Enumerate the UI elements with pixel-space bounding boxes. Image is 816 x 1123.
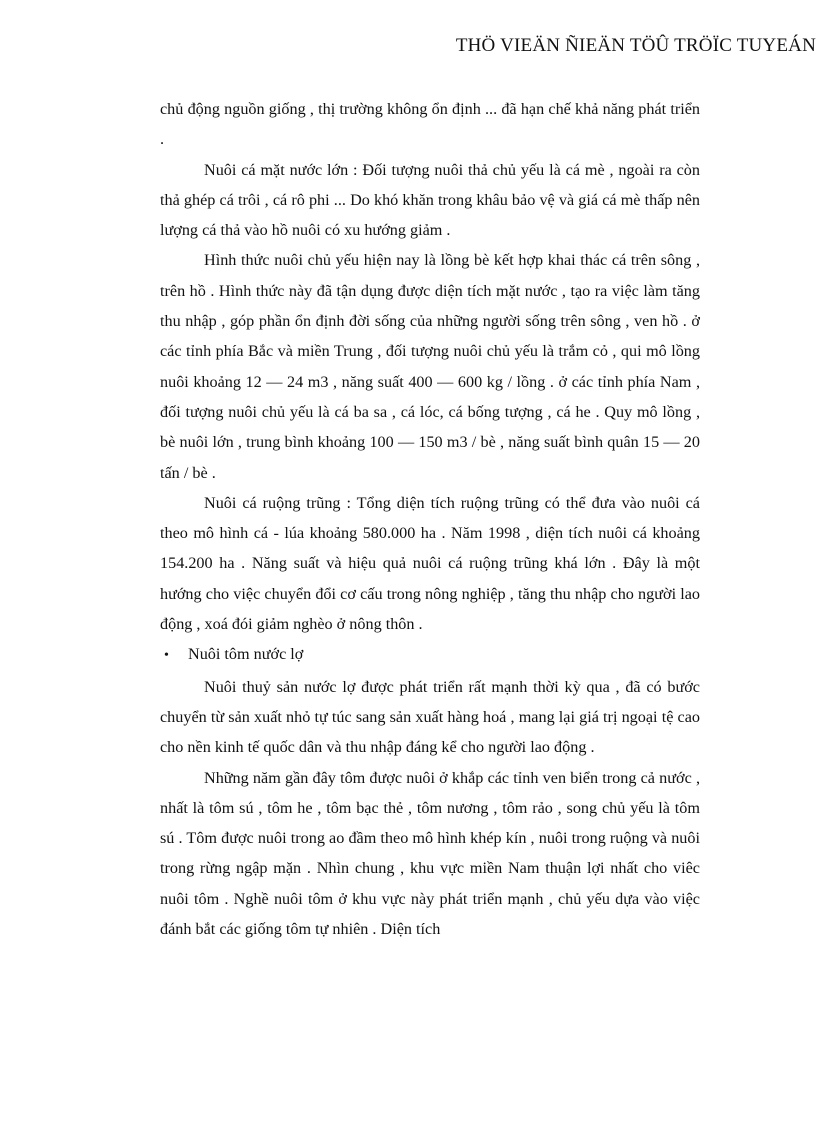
- bullet-label: Nuôi tôm nước lợ: [188, 645, 304, 664]
- document-body: [160, 94, 700, 944]
- paragraph-cage-farming: Hình thức nuôi chủ yếu hiện nay là lồng bè kết hợp khai thác cá trên sông , trên hồ . Hình thức này đã tận dụng được diện tích mặt nước , tạo ra việc làm tăng thu nhập , góp phần ổn định đời sống của những người sống trên sông , ven hồ . ở các tỉnh phía Bắc và miền Trung , đối tượng nuôi chủ yếu là trắm cỏ , qui mô lồng nuôi khoảng 12 — 24 m3 , năng suất 400 — 600 kg / lồng . ở các tỉnh phía Nam , đối tượng nuôi chủ yếu là cá ba sa , cá lóc, cá bống tượng , cá he . Quy mô lồng , bè nuôi lớn , trung bình khoảng 100 — 150 m3 / bè , năng suất bình quân 15 — 20 tấn / bè .: [160, 251, 700, 482]
- bullet-icon: •: [164, 648, 169, 664]
- paragraph-rice-field-fish: Nuôi cá ruộng trũng : Tổng diện tích ruộng trũng có thể đưa vào nuôi cá theo mô hình cá - lúa khoảng 580.000 ha . Năm 1998 , diện tích nuôi cá khoảng 154.200 ha . Năng suất và hiệu quả nuôi cá ruộng trũng khá lớn . Đây là một hướng cho việc chuyển đổi cơ cấu trong nông nghiệp , tăng thu nhập cho người lao động , xoá đói giảm nghèo ở nông thôn .: [160, 493, 700, 634]
- section-bullet-brackish-shrimp: [160, 639, 700, 671]
- paragraph-lake-fish: Nuôi cá mặt nước lớn : Đối tượng nuôi thả chủ yếu là cá mè , ngoài ra còn thả ghép cá trôi , cá rô phi ... Do khó khăn trong khâu bảo vệ và giá cá mè thấp nên lượng cá thả vào hồ nuôi có xu hướng giảm .: [160, 160, 700, 240]
- paragraph-shrimp-farming: Những năm gần đây tôm được nuôi ở khắp các tỉnh ven biển trong cả nước , nhất là tôm sú , tôm he , tôm bạc thẻ , tôm nương , tôm rảo , song chủ yếu là tôm sú . Tôm được nuôi trong ao đầm theo mô hình khép kín , nuôi trong ruộng và nuôi trong rừng ngập mặn . Nhìn chung , khu vực miền Nam thuận lợi nhất cho viêc nuôi tôm . Nghề nuôi tôm ở khu vực này phát triển mạnh , chủ yếu dựa vào việc đánh bắt các giống tôm tự nhiên . Diện tích: [160, 768, 700, 939]
- paragraph-brackish-aquaculture: Nuôi thuỷ sản nước lợ được phát triển rất mạnh thời kỳ qua , đã có bước chuyển từ sản xuất nhỏ tự túc sang sản xuất hàng hoá , mang lại giá trị ngoại tệ cao cho nền kinh tế quốc dân và thu nhập đáng kể cho người lao động .: [160, 677, 700, 757]
- paragraph-continuation: chủ động nguồn giống , thị trường không ổn định ... đã hạn chế khả năng phát triển .: [160, 100, 700, 149]
- page-header: THÖ VIEÄN ÑIEÄN TÖÛ TRÖÏC TUYEÁN: [455, 35, 816, 56]
